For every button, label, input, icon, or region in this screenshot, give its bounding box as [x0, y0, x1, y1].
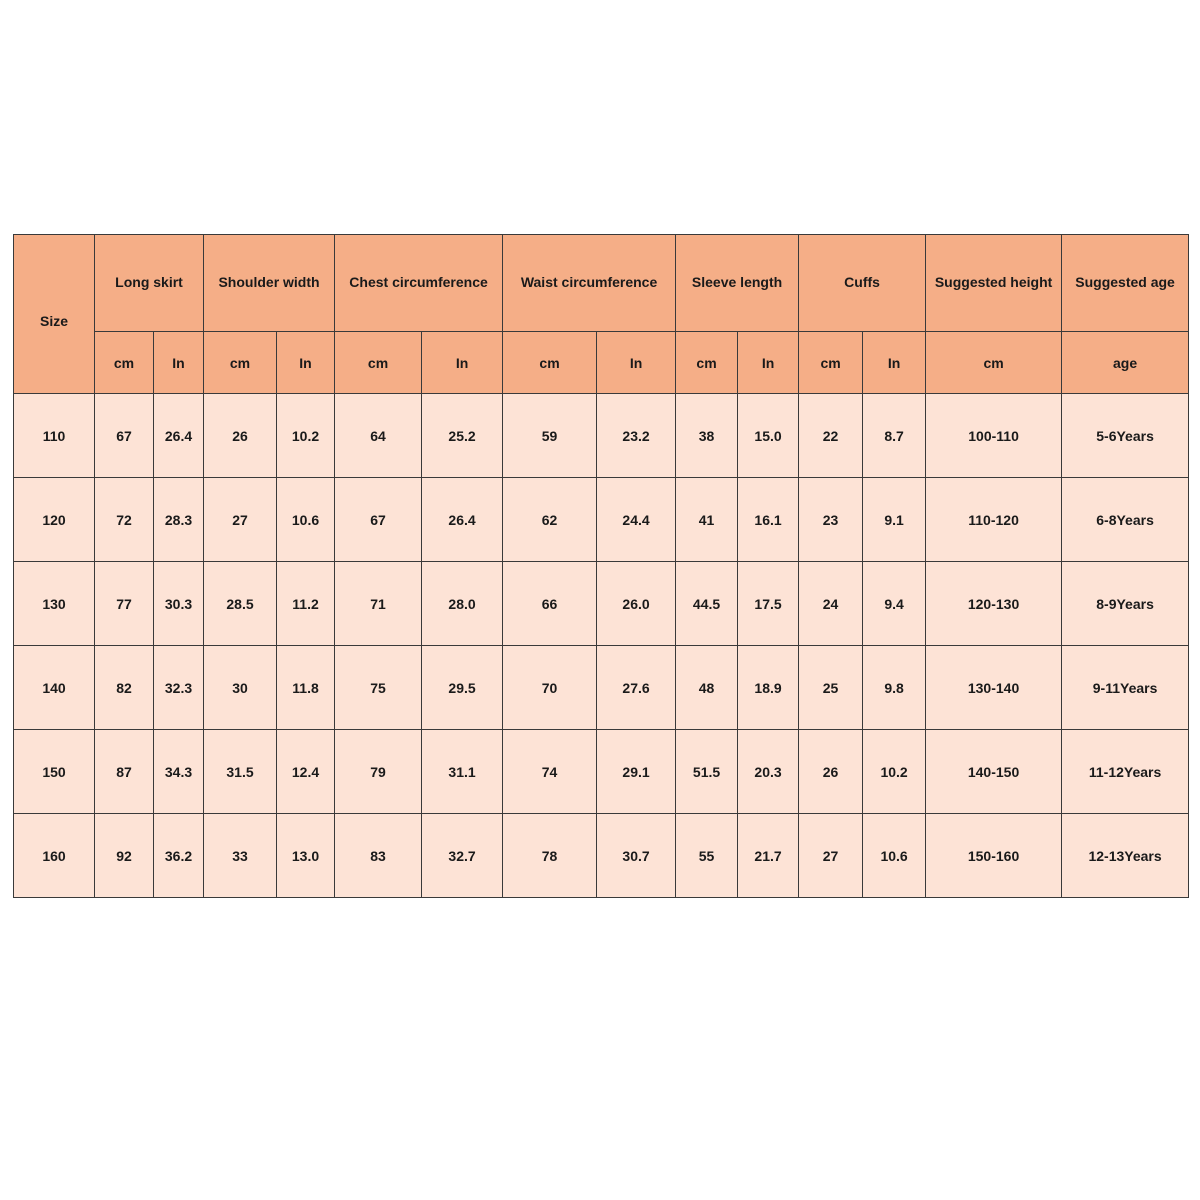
table-cell: 32.7 [422, 814, 503, 898]
unit-header: cm [926, 332, 1062, 394]
table-cell: 67 [335, 478, 422, 562]
table-cell: 110 [14, 394, 95, 478]
table-cell: 83 [335, 814, 422, 898]
table-cell: 64 [335, 394, 422, 478]
unit-header: cm [676, 332, 738, 394]
table-cell: 75 [335, 646, 422, 730]
table-cell: 32.3 [154, 646, 204, 730]
group-header-cuffs: Cuffs [799, 235, 926, 332]
table-cell: 12.4 [277, 730, 335, 814]
table-cell: 22 [799, 394, 863, 478]
unit-header: cm [95, 332, 154, 394]
size-header: Size [14, 235, 95, 394]
table-cell: 12-13Years [1062, 814, 1189, 898]
unit-header: In [597, 332, 676, 394]
table-cell: 11.8 [277, 646, 335, 730]
table-cell: 27 [799, 814, 863, 898]
table-cell: 130-140 [926, 646, 1062, 730]
table-cell: 10.6 [277, 478, 335, 562]
table-cell: 140-150 [926, 730, 1062, 814]
table-cell: 28.5 [204, 562, 277, 646]
table-cell: 20.3 [738, 730, 799, 814]
table-cell: 33 [204, 814, 277, 898]
group-header-suggested-height: Suggested height [926, 235, 1062, 332]
unit-header: cm [335, 332, 422, 394]
table-cell: 27 [204, 478, 277, 562]
table-cell: 26.0 [597, 562, 676, 646]
unit-header: age [1062, 332, 1189, 394]
table-cell: 59 [503, 394, 597, 478]
table-cell: 48 [676, 646, 738, 730]
table-cell: 66 [503, 562, 597, 646]
table-cell: 120-130 [926, 562, 1062, 646]
table-cell: 29.5 [422, 646, 503, 730]
table-cell: 26 [799, 730, 863, 814]
table-row [14, 394, 1189, 478]
table-cell: 120 [14, 478, 95, 562]
table-cell: 11-12Years [1062, 730, 1189, 814]
unit-header: In [738, 332, 799, 394]
table-row [14, 562, 1189, 646]
table-cell: 34.3 [154, 730, 204, 814]
table-cell: 70 [503, 646, 597, 730]
table-cell: 71 [335, 562, 422, 646]
table-cell: 6-8Years [1062, 478, 1189, 562]
table-cell: 16.1 [738, 478, 799, 562]
size-chart-table [13, 234, 1189, 898]
group-header-long-skirt: Long skirt [95, 235, 204, 332]
group-header-shoulder-width: Shoulder width [204, 235, 335, 332]
table-cell: 51.5 [676, 730, 738, 814]
table-cell: 38 [676, 394, 738, 478]
table-cell: 30.7 [597, 814, 676, 898]
table-cell: 23 [799, 478, 863, 562]
table-cell: 5-6Years [1062, 394, 1189, 478]
table-cell: 31.5 [204, 730, 277, 814]
table-cell: 24.4 [597, 478, 676, 562]
table-cell: 79 [335, 730, 422, 814]
table-cell: 26.4 [154, 394, 204, 478]
group-header-sleeve-length: Sleeve length [676, 235, 799, 332]
unit-header: In [154, 332, 204, 394]
table-cell: 27.6 [597, 646, 676, 730]
table-cell: 29.1 [597, 730, 676, 814]
table-cell: 26 [204, 394, 277, 478]
table-cell: 36.2 [154, 814, 204, 898]
table-row [14, 646, 1189, 730]
table-cell: 10.2 [277, 394, 335, 478]
table-cell: 10.6 [863, 814, 926, 898]
table-cell: 10.2 [863, 730, 926, 814]
group-header-waist-circumference: Waist circumference [503, 235, 676, 332]
table-row [14, 478, 1189, 562]
table-cell: 92 [95, 814, 154, 898]
table-row [14, 730, 1189, 814]
table-cell: 30 [204, 646, 277, 730]
table-cell: 17.5 [738, 562, 799, 646]
table-cell: 11.2 [277, 562, 335, 646]
table-cell: 100-110 [926, 394, 1062, 478]
table-cell: 140 [14, 646, 95, 730]
table-cell: 62 [503, 478, 597, 562]
table-cell: 25 [799, 646, 863, 730]
table-cell: 72 [95, 478, 154, 562]
table-cell: 150-160 [926, 814, 1062, 898]
group-header-suggested-age: Suggested age [1062, 235, 1189, 332]
table-cell: 28.0 [422, 562, 503, 646]
unit-header: cm [204, 332, 277, 394]
table-row [14, 814, 1189, 898]
table-cell: 18.9 [738, 646, 799, 730]
table-cell: 110-120 [926, 478, 1062, 562]
table-cell: 13.0 [277, 814, 335, 898]
unit-header: In [277, 332, 335, 394]
table-cell: 160 [14, 814, 95, 898]
table-cell: 8-9Years [1062, 562, 1189, 646]
unit-header: In [863, 332, 926, 394]
table-cell: 87 [95, 730, 154, 814]
header-row-units [14, 332, 1189, 394]
table-cell: 30.3 [154, 562, 204, 646]
table-cell: 67 [95, 394, 154, 478]
group-header-chest-circumference: Chest circumference [335, 235, 503, 332]
table-cell: 55 [676, 814, 738, 898]
table-cell: 31.1 [422, 730, 503, 814]
unit-header: cm [799, 332, 863, 394]
unit-header: In [422, 332, 503, 394]
table-cell: 77 [95, 562, 154, 646]
table-cell: 24 [799, 562, 863, 646]
table-cell: 9.8 [863, 646, 926, 730]
table-cell: 21.7 [738, 814, 799, 898]
table-cell: 41 [676, 478, 738, 562]
table-cell: 25.2 [422, 394, 503, 478]
table-cell: 8.7 [863, 394, 926, 478]
table-cell: 82 [95, 646, 154, 730]
table-cell: 26.4 [422, 478, 503, 562]
header-row-groups [14, 235, 1189, 332]
table-cell: 9.4 [863, 562, 926, 646]
unit-header: cm [503, 332, 597, 394]
table-cell: 44.5 [676, 562, 738, 646]
table-cell: 23.2 [597, 394, 676, 478]
table-cell: 15.0 [738, 394, 799, 478]
table-cell: 130 [14, 562, 95, 646]
table-cell: 9-11Years [1062, 646, 1189, 730]
table-cell: 74 [503, 730, 597, 814]
table-cell: 78 [503, 814, 597, 898]
table-cell: 9.1 [863, 478, 926, 562]
table-cell: 150 [14, 730, 95, 814]
table-cell: 28.3 [154, 478, 204, 562]
